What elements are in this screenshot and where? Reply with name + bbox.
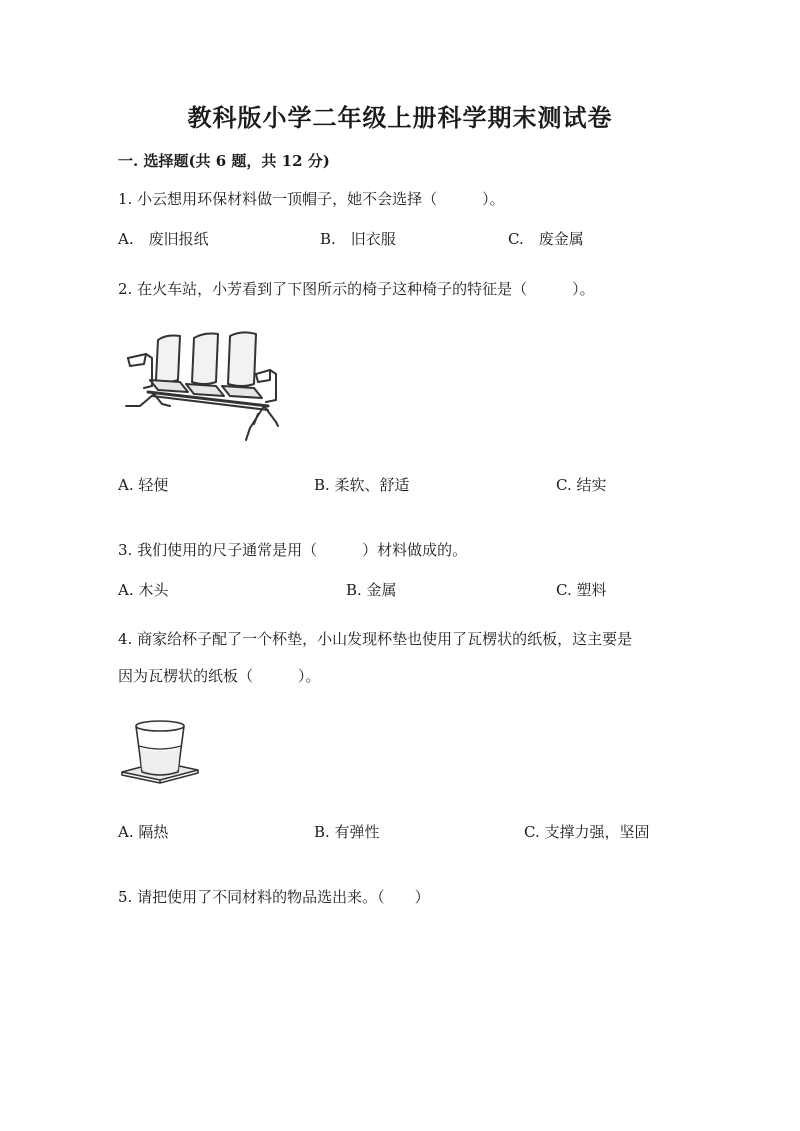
question-2: 2. 在火车站，小芳看到了下图所示的椅子这种椅子的特征是（ ）。 xyxy=(118,280,595,298)
section-heading: 一. 选择题(共 6 题，共 12 分) xyxy=(118,152,330,170)
question-1: 1. 小云想用环保材料做一顶帽子，她不会选择（ ）。 xyxy=(118,190,505,208)
cup-on-coaster-image xyxy=(120,718,210,784)
waiting-chair-image xyxy=(118,328,288,446)
q1-option-c: C. 废金属 xyxy=(508,230,584,248)
q4-option-c: C. 支撑力强，坚固 xyxy=(524,823,650,841)
page-title: 教科版小学二年级上册科学期末测试卷 xyxy=(187,103,613,132)
q2-option-a: A. 轻便 xyxy=(118,476,169,494)
question-4-line-2: 因为瓦楞状的纸板（ ）。 xyxy=(118,667,321,685)
question-5: 5. 请把使用了不同材料的物品选出来。（ ） xyxy=(118,888,430,906)
q2-option-c: C. 结实 xyxy=(556,476,607,494)
q3-option-a: A. 木头 xyxy=(118,581,169,599)
q4-option-b: B. 有弹性 xyxy=(314,823,380,841)
question-4-line-1: 4. 商家给杯子配了一个杯垫，小山发现杯垫也使用了瓦楞状的纸板，这主要是 xyxy=(118,630,633,648)
q3-option-b: B. 金属 xyxy=(346,581,397,599)
q3-option-c: C. 塑料 xyxy=(556,581,607,599)
question-3: 3. 我们使用的尺子通常是用（ ）材料做成的。 xyxy=(118,541,468,559)
q1-option-b: B. 旧衣服 xyxy=(320,230,396,248)
q1-option-a: A. 废旧报纸 xyxy=(118,230,209,248)
q4-option-a: A. 隔热 xyxy=(118,823,169,841)
q2-option-b: B. 柔软、舒适 xyxy=(314,476,410,494)
